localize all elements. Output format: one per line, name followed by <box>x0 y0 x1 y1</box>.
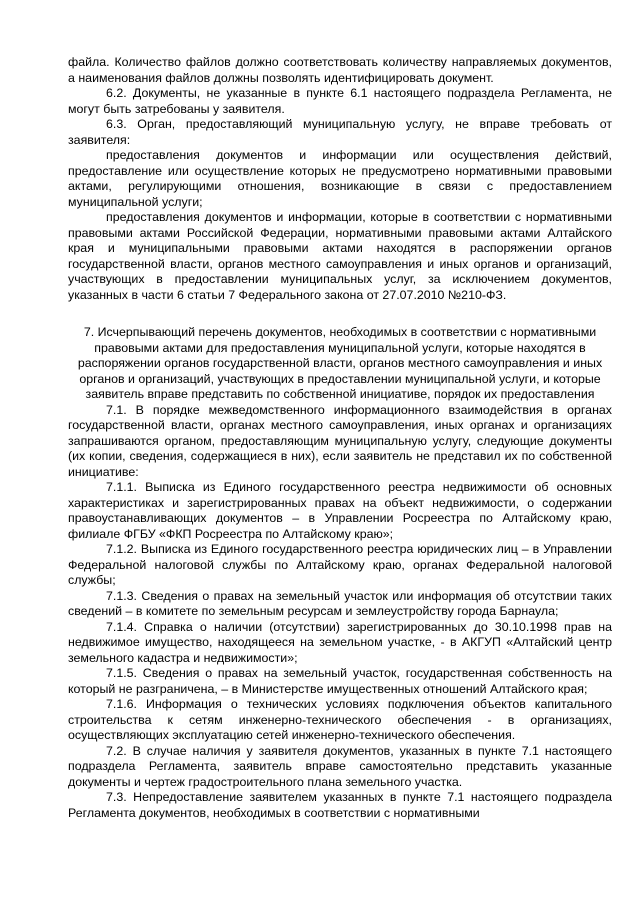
paragraph-7-1-1: 7.1.1. Выписка из Единого государственного реестра недвижимости об основных характеристиках и зарегистрированных правах на объект недвижимости, о содержании правоустанавливающих документов – в Управлении Росреестра по Алтайскому краю, филиале ФГБУ «ФКП Росреестра по Алтайскому краю»; <box>68 480 612 541</box>
section-7-heading: 7. Исчерпывающий перечень документов, необходимых в соответствии с нормативными правовыми актами для предоставления муниципальной услуги, которые находятся в распоряжении органов государственной власти, органов местного самоуправления и иных органов и организаций, участвующих в предоставлении муниципальной услуги, и которые заявитель вправе представить по собственной инициативе, порядок их предоставления <box>77 325 603 401</box>
paragraph-6-2: 6.2. Документы, не указанные в пункте 6.1 настоящего подраздела Регламента, не могут быть затребованы у заявителя. <box>68 86 612 116</box>
paragraph-6-3-item-2: предоставления документов и информации, которые в соответствии с нормативными правовыми актами Российской Федерации, нормативными правовыми актами Алтайского края и муниципальными правовыми актами находятся в распоряжении органов государственной власти, органов местного самоуправления и иных органов и организаций, участвующих в предоставлении муниципальных услуг, за исключением документов, указанных в части 6 статьи 7 Федерального закона от 27.07.2010 №210-ФЗ. <box>68 210 612 302</box>
paragraph-7-1-4: 7.1.4. Справка о наличии (отсутствии) зарегистрированных до 30.10.1998 прав на недвижимое имущество, находящееся на земельном участке, - в АКГУП «Алтайский центр земельного кадастра и недвижимости»; <box>68 619 612 665</box>
paragraph-7-1-6: 7.1.6. Информация о технических условиях подключения объектов капитального строительства к сетям инженерно-технического обеспечения - в организациях, осуществляющих эксплуатацию сетей инженерно-технического обеспечения. <box>68 697 612 742</box>
paragraph-7-1-2: 7.1.2. Выписка из Единого государственного реестра юридических лиц – в Управлении Федеральной налоговой службы по Алтайскому краю, органах Федеральной налоговой службы; <box>68 542 612 587</box>
paragraph-6-3: 6.3. Орган, предоставляющий муниципальную услугу, не вправе требовать от заявителя: <box>68 117 612 147</box>
paragraph-7-1: 7.1. В порядке межведомственного информационного взаимодействия в органах государственной власти, органах местного самоуправления, иных органах и организациях запрашиваются органом, предоставляющим муниципальную услугу, следующие документы (их копии, сведения, содержащиеся в них), если заявитель не представил их по собственной инициативе: <box>68 402 612 479</box>
paragraph-7-2: 7.2. В случае наличия у заявителя документов, указанных в пункте 7.1 настоящего подраздела Регламента, заявитель вправе самостоятельно представить указанные документы и чертеж градостроительного плана земельного участка. <box>68 743 612 789</box>
paragraph-7-1-3: 7.1.3. Сведения о правах на земельный участок или информация об отсутствии таких сведений – в комитете по земельным ресурсам и землеустройству города Барнаула; <box>68 588 612 618</box>
paragraph-files: файла. Количество файлов должно соответствовать количеству направляемых документов, а наименования файлов должны позволять идентифицировать документ. <box>68 55 612 85</box>
paragraph-6-3-item-1: предоставления документов и информации или осуществления действий, предоставление или осуществление которых не предусмотрено нормативными правовыми актами, регулирующими отношения, возникающие в связи с предоставлением муниципальной услуги; <box>68 148 612 209</box>
document-page <box>68 55 612 821</box>
paragraph-7-1-5: 7.1.5. Сведения о правах на земельный участок, государственная собственность на который не разграничена, – в Министерстве имущественных отношений Алтайского края; <box>68 666 612 696</box>
paragraph-7-3: 7.3. Непредоставление заявителем указанных в пункте 7.1 настоящего подраздела Регламента документов, необходимых в соответствии с нормативными <box>68 790 612 820</box>
